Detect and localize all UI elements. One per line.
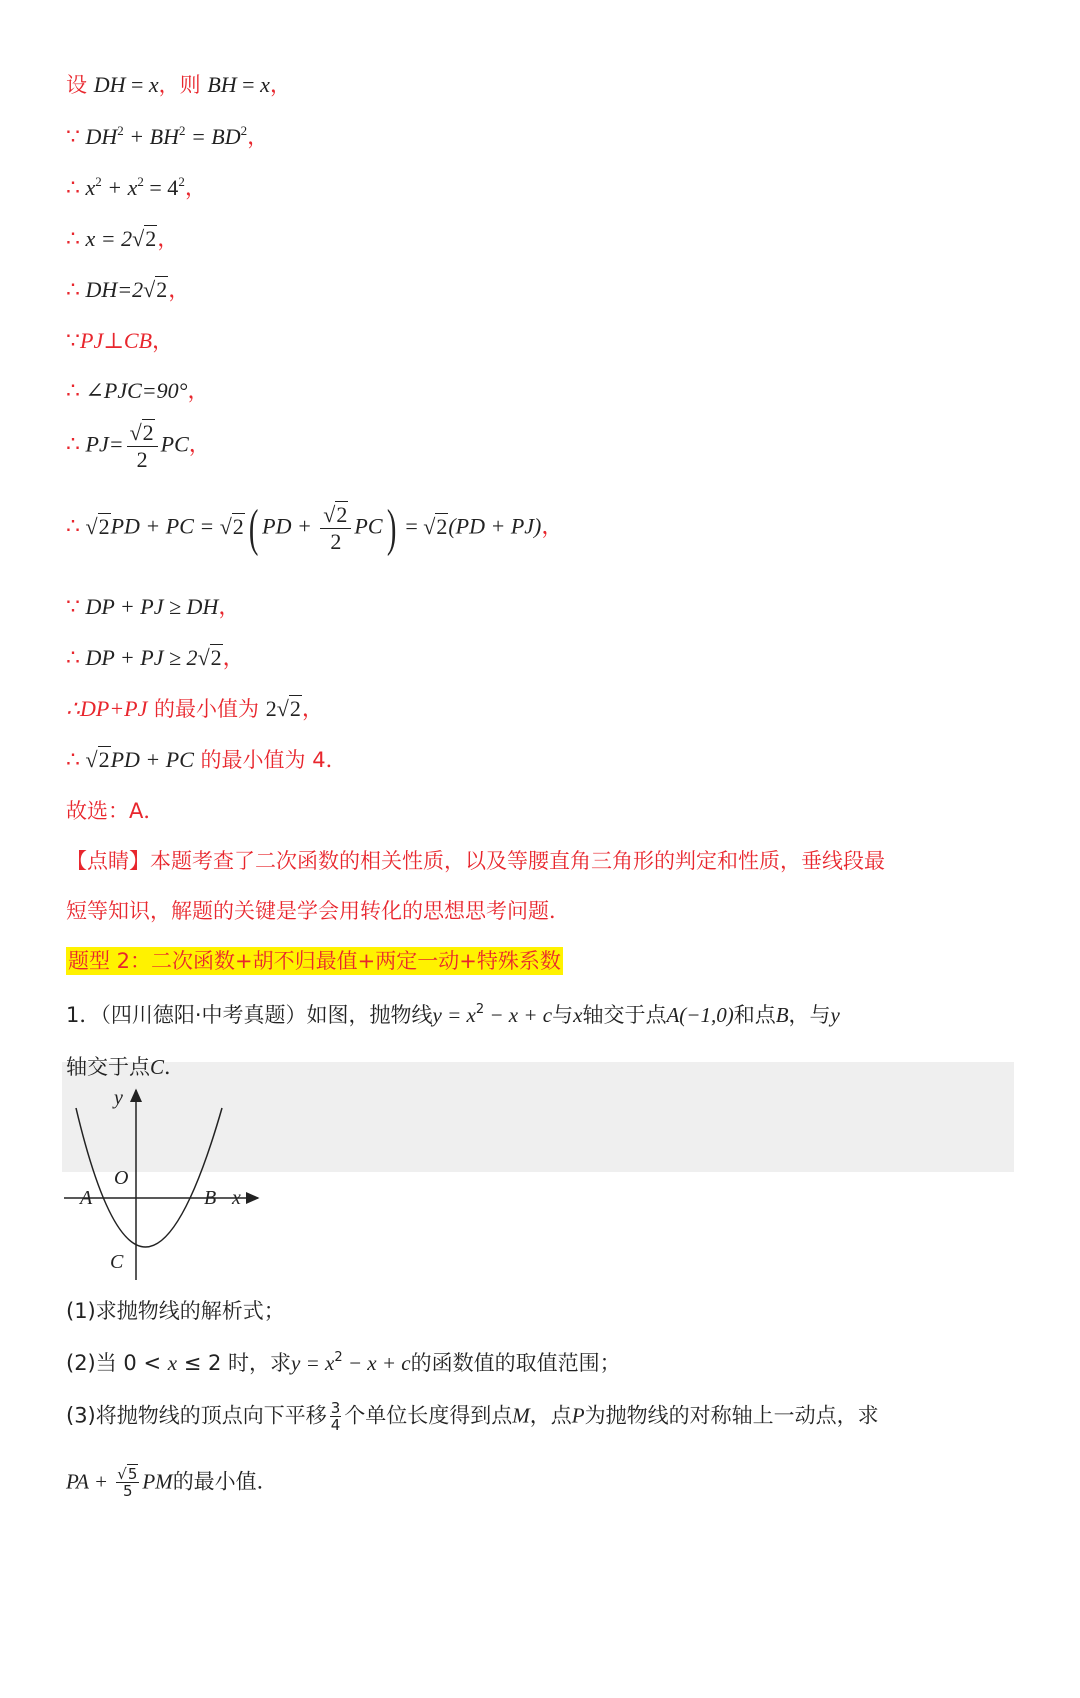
fraction bbox=[116, 1466, 139, 1499]
text: ， bbox=[269, 72, 292, 97]
sqrt: √2 bbox=[197, 645, 222, 670]
math: x bbox=[573, 1003, 583, 1027]
solution-line-2 bbox=[66, 122, 269, 152]
text: 1．（四川德阳·中考真题）如图，抛物线 bbox=[66, 1003, 433, 1027]
radicand: 2 bbox=[336, 502, 348, 527]
radicand: 2 bbox=[145, 226, 157, 251]
therefore-symbol: ∴ bbox=[66, 226, 80, 251]
superscript: 2 bbox=[334, 1350, 343, 1365]
math: y = x bbox=[291, 1351, 335, 1375]
text: ， bbox=[188, 431, 211, 457]
text: 轴交于点 bbox=[66, 1055, 150, 1079]
therefore-symbol: ∴ bbox=[66, 175, 80, 200]
label-b: B bbox=[204, 1187, 217, 1209]
part-2 bbox=[66, 1348, 621, 1378]
fraction bbox=[320, 502, 351, 555]
text: 为抛物线的对称轴上一动点，求 bbox=[584, 1403, 879, 1428]
text: (2)当 0 < bbox=[66, 1351, 168, 1375]
part-3 bbox=[66, 1400, 879, 1433]
superscript: 2 bbox=[240, 123, 248, 138]
label-o: O bbox=[114, 1167, 129, 1189]
text: ， bbox=[152, 328, 175, 353]
solution-line-7 bbox=[66, 376, 209, 406]
text: x bbox=[148, 72, 159, 97]
text: ， bbox=[184, 175, 207, 200]
comment-line-2: 短等知识，解题的关键是学会用转化的思想思考问题． bbox=[66, 899, 570, 923]
text: DP + PJ ≥ 2 bbox=[85, 645, 198, 670]
solution-line-9 bbox=[66, 499, 564, 557]
parabola-curve bbox=[76, 1108, 222, 1247]
text: = bbox=[399, 513, 424, 539]
math: M bbox=[512, 1403, 530, 1428]
text: ，则 bbox=[158, 73, 208, 97]
text: = bbox=[236, 72, 261, 97]
solution-line-12 bbox=[66, 694, 324, 724]
text: DH bbox=[93, 72, 126, 97]
solution-line-5 bbox=[66, 275, 190, 305]
text: ， bbox=[168, 277, 191, 302]
text: (3)将抛物线的顶点向下平移 bbox=[66, 1403, 327, 1428]
text: PC bbox=[160, 431, 189, 457]
sqrt: √2 bbox=[143, 277, 168, 302]
problem-line-2 bbox=[66, 1052, 185, 1082]
text: 与 bbox=[552, 1003, 574, 1027]
text: DP + PJ ≥ DH bbox=[85, 594, 219, 619]
text: PD + PC = bbox=[110, 513, 220, 539]
text: 的最小值为 4． bbox=[193, 748, 347, 772]
math: B bbox=[775, 1003, 789, 1027]
radicand: 2 bbox=[142, 420, 154, 445]
solution-line-13 bbox=[66, 745, 347, 775]
sqrt: √2 bbox=[423, 513, 448, 539]
superscript: 2 bbox=[95, 174, 102, 189]
numerator: √2 bbox=[127, 420, 158, 447]
left-paren: ( bbox=[248, 499, 259, 557]
radicand: 2 bbox=[156, 277, 168, 302]
label-a: A bbox=[80, 1187, 93, 1209]
right-paren: ) bbox=[386, 499, 396, 557]
text: = BD bbox=[185, 124, 241, 149]
text: x = 2 bbox=[85, 226, 133, 251]
radicand: 2 bbox=[98, 747, 110, 772]
text: x bbox=[260, 72, 270, 97]
math: x bbox=[167, 1351, 178, 1375]
text: + BH bbox=[123, 124, 179, 149]
radicand: 2 bbox=[436, 513, 448, 539]
math: P bbox=[571, 1403, 585, 1428]
math: y = x bbox=[432, 1003, 476, 1027]
denominator: 2 bbox=[330, 529, 342, 554]
text: PD + bbox=[262, 513, 318, 539]
label-x: x bbox=[232, 1187, 241, 1209]
text: = 4 bbox=[143, 175, 179, 200]
numerator: √5 bbox=[117, 1465, 138, 1483]
numerator: √2 bbox=[320, 502, 351, 529]
text: DH bbox=[85, 124, 118, 149]
numerator: 3 bbox=[330, 1399, 341, 1417]
label-y: y bbox=[114, 1087, 123, 1109]
text: ． bbox=[164, 1055, 186, 1079]
text: 的函数值的取值范围； bbox=[410, 1351, 621, 1375]
text: DH=2 bbox=[85, 277, 144, 302]
therefore-symbol: ∴ bbox=[66, 431, 80, 457]
part-3-continued bbox=[66, 1466, 278, 1499]
text: 个单位长度得到点 bbox=[344, 1403, 513, 1428]
text: (PD + PJ) bbox=[448, 513, 542, 539]
superscript: 2 bbox=[178, 174, 185, 189]
text: ， bbox=[218, 594, 241, 619]
text: + x bbox=[101, 175, 138, 200]
text: PJ⊥CB bbox=[80, 328, 153, 353]
superscript: 2 bbox=[475, 1002, 485, 1017]
sqrt: √2 bbox=[219, 513, 244, 539]
text: 设 bbox=[66, 73, 94, 97]
text: ， bbox=[222, 645, 245, 670]
text: 的最小值为 bbox=[147, 697, 266, 721]
highlighted-text: 题型 2：二次函数+胡不归最值+两定一动+特殊系数 bbox=[68, 949, 561, 973]
because-symbol: ∵ bbox=[66, 594, 80, 619]
therefore-symbol: ∴ bbox=[66, 277, 80, 302]
radicand: 2 bbox=[232, 513, 244, 539]
therefore-symbol: ∴ bbox=[66, 747, 80, 772]
math: − x + c bbox=[484, 1003, 553, 1027]
superscript: 2 bbox=[117, 123, 124, 138]
text: ，与 bbox=[788, 1003, 831, 1027]
solution-line-6 bbox=[66, 326, 174, 356]
therefore-symbol: ∴ bbox=[66, 378, 80, 403]
text: ∴DP+PJ bbox=[66, 696, 148, 721]
parabola-figure bbox=[62, 1086, 262, 1286]
text: 和点 bbox=[733, 1003, 776, 1027]
label-c: C bbox=[110, 1251, 124, 1273]
sqrt: √2 bbox=[85, 513, 110, 539]
text: ， bbox=[187, 378, 210, 403]
problem-line-1 bbox=[66, 1000, 840, 1030]
text: ， bbox=[301, 696, 324, 721]
superscript: 2 bbox=[137, 174, 144, 189]
text: ，点 bbox=[529, 1403, 572, 1428]
text: ≤ 2 时，求 bbox=[177, 1351, 292, 1375]
superscript: 2 bbox=[178, 123, 186, 138]
because-symbol: ∵ bbox=[66, 328, 80, 353]
comment-line-1: 【点睛】本题考查了二次函数的相关性质，以及等腰直角三角形的判定和性质，垂线段最 bbox=[66, 849, 885, 873]
solution-line-1 bbox=[66, 70, 292, 100]
text: = bbox=[125, 72, 149, 97]
math: PM bbox=[142, 1469, 173, 1494]
solution-line-10 bbox=[66, 592, 240, 622]
text: BH bbox=[207, 72, 237, 97]
therefore-symbol: ∴ bbox=[66, 513, 80, 539]
radicand: 2 bbox=[289, 696, 301, 721]
part-1: (1)求抛物线的解析式； bbox=[66, 1299, 285, 1323]
solution-line-8 bbox=[66, 420, 211, 473]
radicand: 2 bbox=[210, 645, 222, 670]
text: ， bbox=[157, 226, 180, 251]
sqrt: √2 bbox=[276, 696, 301, 721]
denominator: 4 bbox=[330, 1416, 341, 1434]
text: x bbox=[85, 175, 96, 200]
fraction bbox=[127, 420, 158, 473]
text: 轴交于点 bbox=[582, 1003, 667, 1027]
text: ∠PJC=90° bbox=[85, 378, 188, 403]
math: PA + bbox=[66, 1469, 114, 1494]
math: y bbox=[830, 1003, 840, 1027]
radicand: 5 bbox=[127, 1465, 138, 1483]
because-symbol: ∵ bbox=[66, 124, 80, 149]
denominator: 2 bbox=[136, 447, 148, 472]
text: PC bbox=[354, 513, 383, 539]
denominator: 5 bbox=[123, 1482, 133, 1500]
solution-line-3 bbox=[66, 173, 207, 203]
text: PJ= bbox=[85, 431, 124, 457]
math: − x + c bbox=[342, 1351, 411, 1375]
sqrt: √2 bbox=[85, 747, 110, 772]
sqrt: √2 bbox=[132, 226, 157, 251]
math: C bbox=[150, 1055, 165, 1079]
answer-line: 故选：A． bbox=[66, 799, 165, 823]
radicand: 2 bbox=[98, 513, 110, 539]
text: ， bbox=[541, 513, 564, 539]
solution-line-11 bbox=[66, 643, 245, 673]
math: A(−1,0) bbox=[666, 1003, 734, 1027]
text: 的最小值． bbox=[172, 1469, 278, 1494]
therefore-symbol: ∴ bbox=[66, 645, 80, 670]
question-type-label bbox=[66, 946, 563, 976]
solution-line-4 bbox=[66, 224, 179, 254]
text: PD + PC bbox=[110, 747, 194, 772]
text: 2 bbox=[265, 696, 277, 721]
text: ， bbox=[247, 124, 270, 149]
fraction bbox=[330, 1400, 342, 1433]
